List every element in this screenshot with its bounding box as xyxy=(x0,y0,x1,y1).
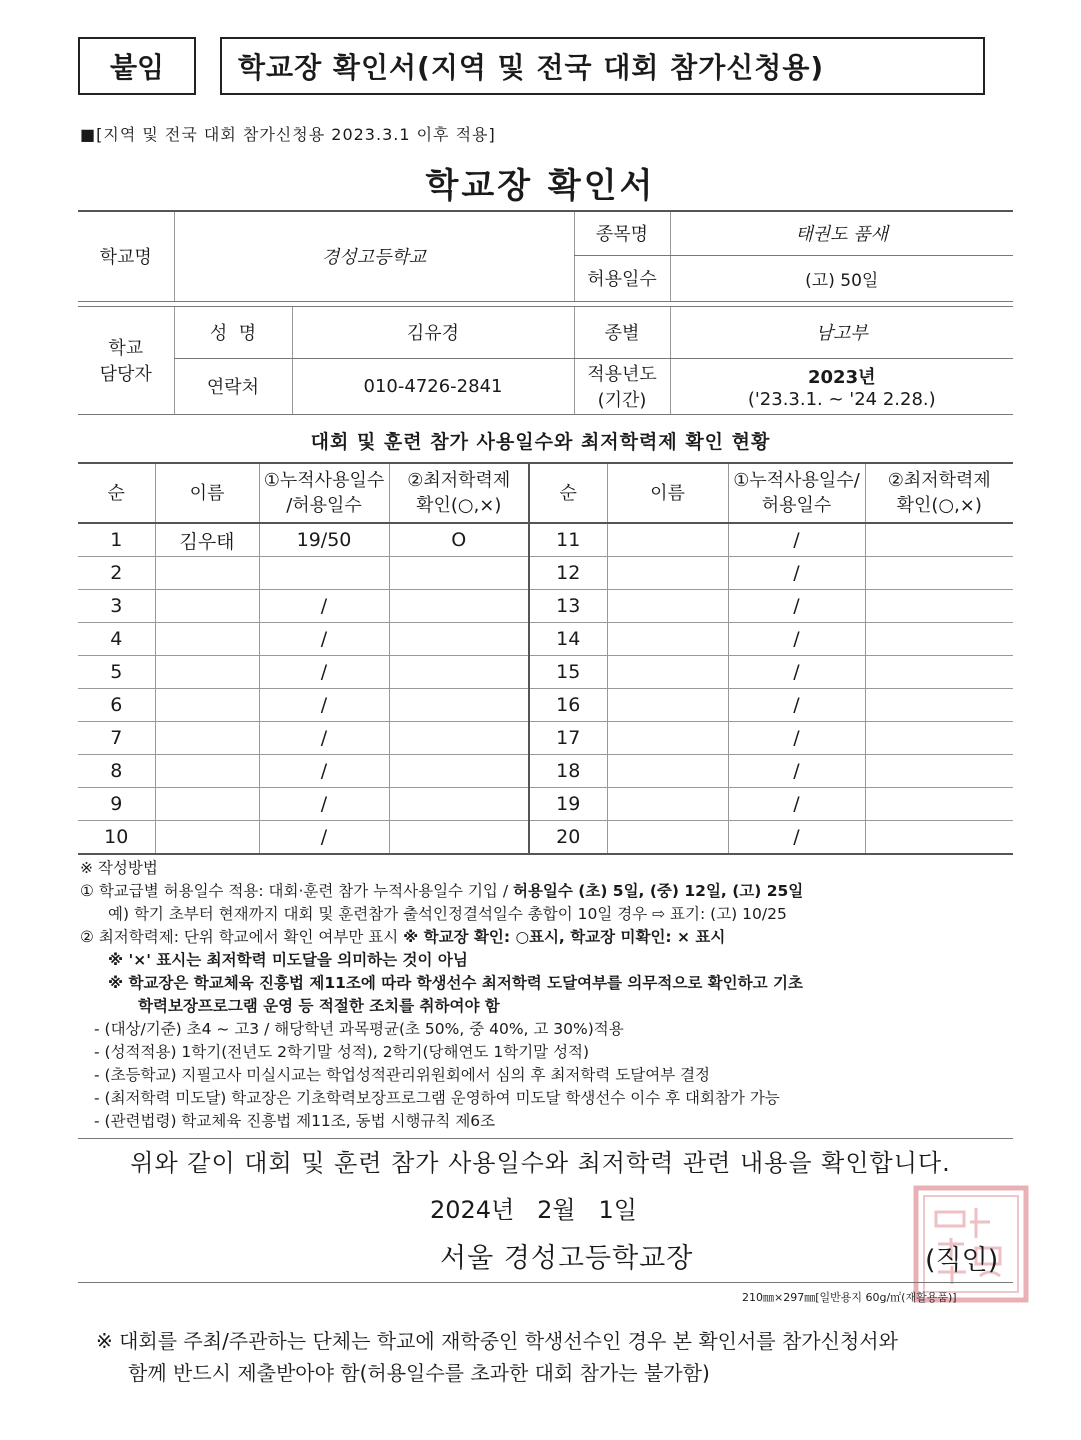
row-name-right xyxy=(607,722,728,755)
row-no: 3 xyxy=(78,590,155,623)
col-check-line1: ②최저학력제 xyxy=(407,470,511,491)
row-name-right xyxy=(607,656,728,689)
seal-label: (직인) xyxy=(925,1245,999,1276)
row-no-right: 20 xyxy=(529,821,607,855)
row-no-right: 15 xyxy=(529,656,607,689)
col-days-line1: ①누적사용일수 xyxy=(263,470,385,491)
contact-label: 연락처 xyxy=(174,358,292,414)
row-no: 2 xyxy=(78,557,155,590)
row-name-right xyxy=(607,788,728,821)
row-check xyxy=(389,755,529,788)
roster-table xyxy=(78,462,1013,855)
principal-title: 서울 경성고등학교장 xyxy=(440,1243,694,1274)
row-name xyxy=(155,722,259,755)
row-name xyxy=(155,623,259,656)
row-name xyxy=(155,821,259,855)
row-check-right xyxy=(865,722,1013,755)
row-check-right xyxy=(865,788,1013,821)
year-label xyxy=(574,358,670,414)
col-days-right xyxy=(728,463,865,523)
divider-bottom xyxy=(78,1282,1013,1283)
allowed-days-value: (고) 50일 xyxy=(670,255,1013,301)
table-row xyxy=(78,557,1013,590)
event-label: 종목명 xyxy=(574,211,670,255)
note-dash-3: - (초등학교) 지필고사 미실시교는 학업성적관리위원회에서 심의 후 최저학력 도달여부 결정 xyxy=(94,1066,711,1084)
row-no-right: 17 xyxy=(529,722,607,755)
row-days: / xyxy=(259,821,389,855)
table-row xyxy=(78,623,1013,656)
row-days-right: / xyxy=(728,557,865,590)
attachment-tag: 붙임 xyxy=(78,37,196,95)
row-no-right: 13 xyxy=(529,590,607,623)
col-check-right-line2: 확인(○,×) xyxy=(896,495,982,516)
row-check xyxy=(389,689,529,722)
note-1-bold: 허용일수 (초) 5일, (중) 12일, (고) 25일 xyxy=(512,882,804,900)
document-header-title: 학교장 확인서(지역 및 전국 대회 참가신청용) xyxy=(220,37,985,95)
row-check-right xyxy=(865,557,1013,590)
apply-note: ■[지역 및 전국 대회 참가신청용 2023.3.1 이후 적용] xyxy=(80,125,496,144)
note-1-text: ① 학교급별 허용일수 적용: 대회·훈련 참가 누적사용일수 기입 / xyxy=(80,882,513,900)
row-check-right xyxy=(865,523,1013,557)
row-no-right: 18 xyxy=(529,755,607,788)
row-no-right: 19 xyxy=(529,788,607,821)
row-days xyxy=(259,557,389,590)
row-check xyxy=(389,656,529,689)
row-name xyxy=(155,788,259,821)
row-days-right: / xyxy=(728,722,865,755)
col-no-right: 순 xyxy=(529,463,607,523)
note-2-text: ② 최저학력제: 단위 학교에서 확인 여부만 표시 xyxy=(80,928,404,946)
row-name-right xyxy=(607,689,728,722)
footer-line-2: 함께 반드시 제출받아야 함(허용일수를 초과한 대회 참가는 불가함) xyxy=(128,1361,710,1385)
footer-line-1: ※ 대회를 주최/주관하는 단체는 학교에 재학중인 학생선수인 경우 본 확인서를 참가신청서와 xyxy=(96,1329,898,1353)
row-days: / xyxy=(259,788,389,821)
year-label-line2: (기간) xyxy=(597,390,647,411)
row-no: 6 xyxy=(78,689,155,722)
row-name-right xyxy=(607,821,728,855)
row-no-right: 12 xyxy=(529,557,607,590)
col-no: 순 xyxy=(78,463,155,523)
school-name-value: 경성고등학교 xyxy=(174,211,574,301)
row-name: 김우태 xyxy=(155,523,259,557)
row-check xyxy=(389,623,529,656)
paper-spec: 210㎜×297㎜[일반용지 60g/㎡(재활용품)] xyxy=(742,1291,957,1304)
row-check xyxy=(389,590,529,623)
row-days-right: / xyxy=(728,523,865,557)
row-name xyxy=(155,590,259,623)
note-2 xyxy=(80,926,1020,949)
row-no: 9 xyxy=(78,788,155,821)
row-name-right xyxy=(607,755,728,788)
issue-date: 2024년 2월 1일 xyxy=(430,1196,637,1224)
col-days-line2: /허용일수 xyxy=(286,495,362,516)
school-name-label: 학교명 xyxy=(78,211,174,301)
note-4-cont: 학력보장프로그램 운영 등 적절한 조치를 취하여야 함 xyxy=(138,997,500,1015)
note-dash-1: - (대상/기준) 초4 ~ 고3 / 해당학년 과목평균(초 50%, 중 40%, 고 30%)적용 xyxy=(94,1020,624,1038)
table-row xyxy=(78,656,1013,689)
row-name xyxy=(155,689,259,722)
manager-label xyxy=(78,306,174,414)
roster-header-row xyxy=(78,463,1013,523)
row-check: O xyxy=(389,523,529,557)
event-value: 태권도 품새 xyxy=(670,211,1013,255)
row-days-right: / xyxy=(728,689,865,722)
name-label: 성 명 xyxy=(174,306,292,358)
note-dash-4: - (최저학력 미도달) 학교장은 기초학력보장프로그램 운영하여 미도달 학생선수 이수 후 대회참가 가능 xyxy=(94,1089,780,1107)
allowed-days-label: 허용일수 xyxy=(574,255,670,301)
row-check-right xyxy=(865,689,1013,722)
manager-label-line1: 학교 xyxy=(108,338,144,359)
row-name xyxy=(155,755,259,788)
col-days-right-line1: ①누적사용일수/ xyxy=(733,470,860,491)
col-check-right xyxy=(865,463,1013,523)
row-no-right: 14 xyxy=(529,623,607,656)
division-value: 남고부 xyxy=(670,306,1013,358)
manager-label-line2: 담당자 xyxy=(99,364,152,385)
year-text: 2023년 xyxy=(808,366,876,388)
col-check xyxy=(389,463,529,523)
row-check xyxy=(389,557,529,590)
row-days: / xyxy=(259,722,389,755)
row-check xyxy=(389,821,529,855)
row-days-right: / xyxy=(728,821,865,855)
col-name-right: 이름 xyxy=(607,463,728,523)
row-check-right xyxy=(865,590,1013,623)
row-name-right xyxy=(607,590,728,623)
division-label: 종별 xyxy=(574,306,670,358)
row-check-right xyxy=(865,656,1013,689)
row-days: / xyxy=(259,755,389,788)
row-days-right: / xyxy=(728,623,865,656)
table-row xyxy=(78,722,1013,755)
row-check-right xyxy=(865,821,1013,855)
divider xyxy=(78,1138,1013,1139)
note-4: ※ 학교장은 학교체육 진흥법 제11조에 따라 학생선수 최저학력 도달여부를 의무적으로 확인하고 기초 xyxy=(108,974,803,992)
row-name-right xyxy=(607,523,728,557)
row-no: 7 xyxy=(78,722,155,755)
row-check xyxy=(389,722,529,755)
row-days: / xyxy=(259,623,389,656)
info-table xyxy=(78,210,1013,415)
note-dash-5: - (관련법령) 학교체육 진흥법 제11조, 동법 시행규칙 제6조 xyxy=(94,1112,496,1130)
row-check-right xyxy=(865,755,1013,788)
row-days-right: / xyxy=(728,788,865,821)
row-no: 10 xyxy=(78,821,155,855)
row-no: 1 xyxy=(78,523,155,557)
year-value xyxy=(670,358,1013,414)
roster-title: 대회 및 훈련 참가 사용일수와 최저학력제 확인 현황 xyxy=(310,431,771,453)
row-no-right: 16 xyxy=(529,689,607,722)
col-days-right-line2: 허용일수 xyxy=(761,495,832,516)
row-no: 4 xyxy=(78,623,155,656)
instructions xyxy=(80,857,1020,1133)
note-1 xyxy=(80,880,1020,903)
row-no: 8 xyxy=(78,755,155,788)
period-text: ('23.3.1. ~ '24 2.28.) xyxy=(747,388,936,410)
row-days: / xyxy=(259,656,389,689)
note-1-example: 예) 학기 초부터 현재까지 대회 및 훈련참가 출석인정결석일수 총합이 10일 경우 ⇨ 표기: (고) 10/25 xyxy=(108,905,787,923)
note-2-bold: ※ 학교장 확인: ○표시, 학교장 미확인: × 표시 xyxy=(403,928,726,946)
footer-note xyxy=(96,1325,1026,1389)
row-check xyxy=(389,788,529,821)
table-row xyxy=(78,523,1013,557)
row-days-right: / xyxy=(728,755,865,788)
row-days: / xyxy=(259,590,389,623)
table-row xyxy=(78,788,1013,821)
manager-name: 김유경 xyxy=(292,306,574,358)
row-name xyxy=(155,656,259,689)
note-dash-2: - (성적적용) 1학기(전년도 2학기말 성적), 2학기(당해연도 1학기말 성적) xyxy=(94,1043,590,1061)
row-name xyxy=(155,557,259,590)
table-row xyxy=(78,590,1013,623)
col-check-right-line1: ②최저학력제 xyxy=(887,470,991,491)
row-days-right: / xyxy=(728,656,865,689)
row-days-right: / xyxy=(728,590,865,623)
main-title: 학교장 확인서 xyxy=(425,166,656,206)
table-row xyxy=(78,755,1013,788)
confirmation-statement: 위와 같이 대회 및 훈련 참가 사용일수와 최저학력 관련 내용을 확인합니다. xyxy=(130,1149,951,1177)
row-days: 19/50 xyxy=(259,523,389,557)
row-no: 5 xyxy=(78,656,155,689)
contact-value: 010-4726-2841 xyxy=(292,358,574,414)
col-days xyxy=(259,463,389,523)
year-label-line1: 적용년도 xyxy=(587,364,657,385)
row-name-right xyxy=(607,557,728,590)
col-check-line2: 확인(○,×) xyxy=(416,495,502,516)
row-name-right xyxy=(607,623,728,656)
table-row xyxy=(78,689,1013,722)
col-name: 이름 xyxy=(155,463,259,523)
row-no-right: 11 xyxy=(529,523,607,557)
note-3: ※ '×' 표시는 최저학력 미도달을 의미하는 것이 아님 xyxy=(108,951,468,969)
notes-title: ※ 작성방법 xyxy=(80,859,158,877)
table-row xyxy=(78,821,1013,855)
row-check-right xyxy=(865,623,1013,656)
row-days: / xyxy=(259,689,389,722)
